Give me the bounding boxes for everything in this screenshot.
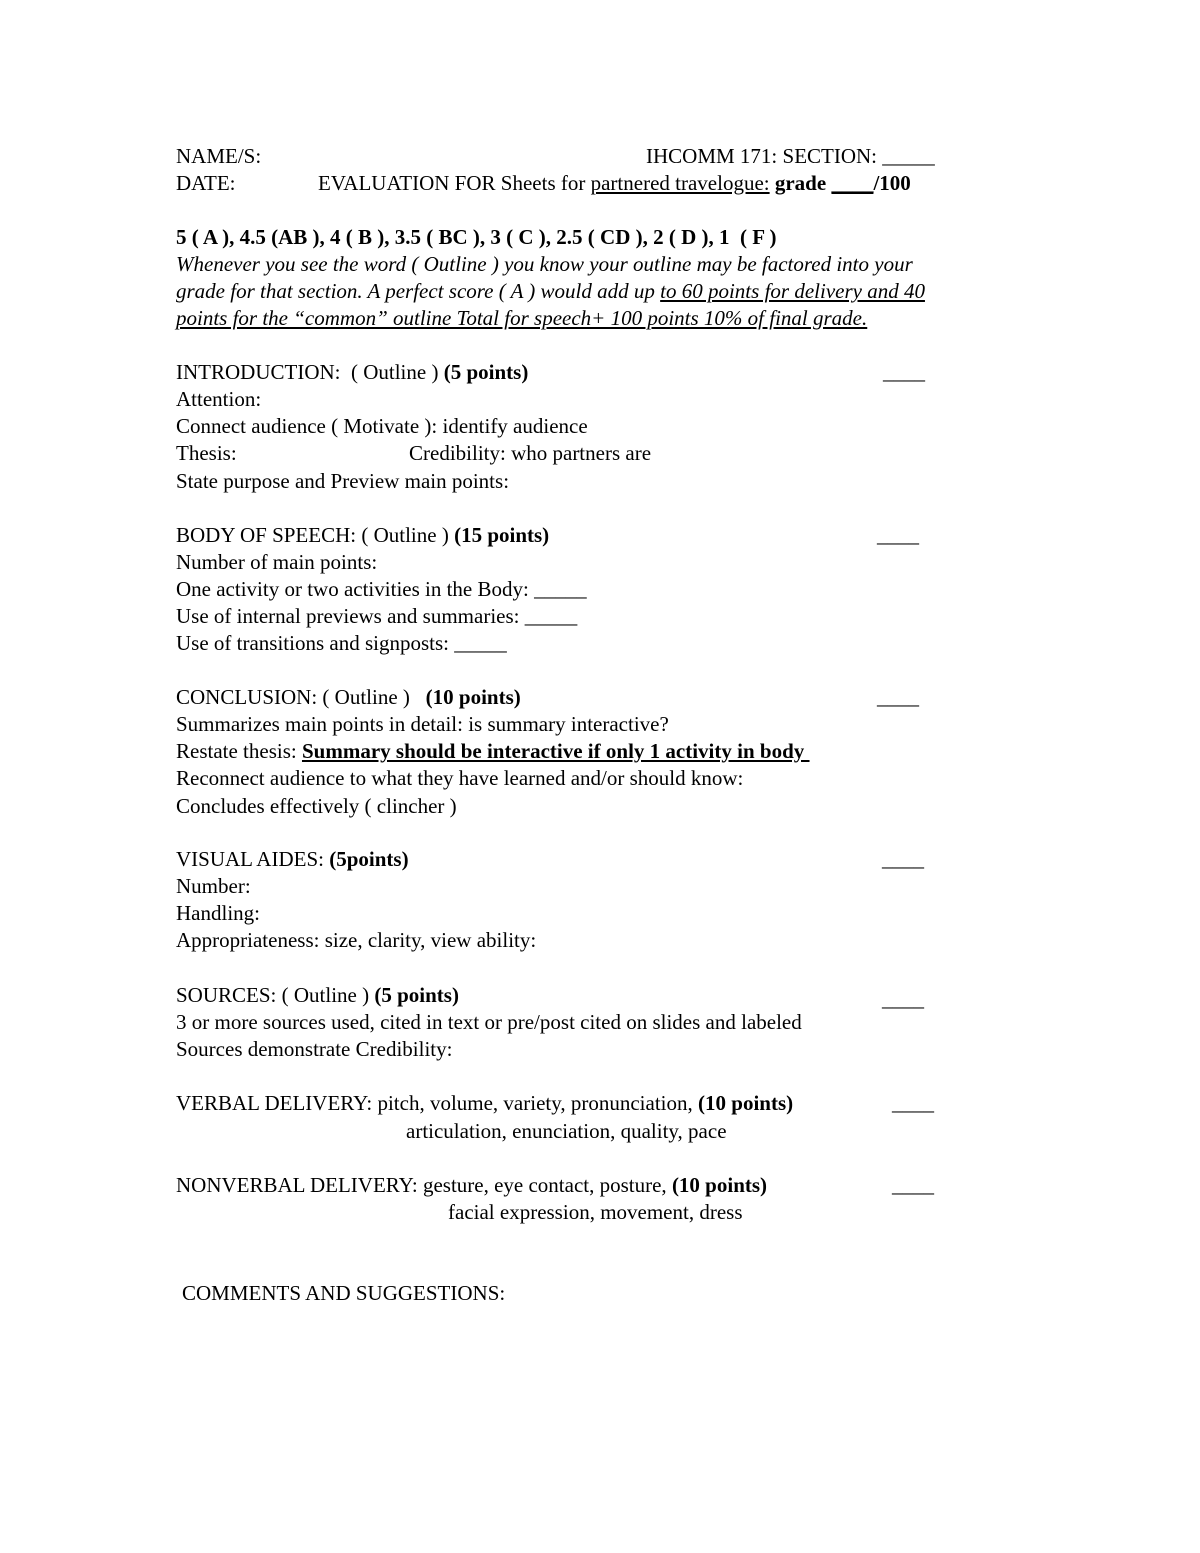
grade-blank: ____: [831, 171, 874, 195]
body-line: Use of transitions and signposts: _____: [176, 631, 507, 655]
visual-score-blank[interactable]: ____: [882, 847, 924, 871]
introduction-title: INTRODUCTION: ( Outline ): [176, 360, 444, 384]
scale-note-line-1: Whenever you see the word ( Outline ) you know your outline may be factored into your: [176, 252, 913, 276]
sources-points: (5 points): [374, 983, 459, 1007]
visual-line: Appropriateness: size, clarity, view ability:: [176, 928, 537, 952]
grade-label: grade: [774, 171, 827, 195]
intro-line: Thesis:: [176, 441, 237, 465]
body-line: Use of internal previews and summaries: _____: [176, 604, 578, 628]
body-title: BODY OF SPEECH: ( Outline ): [176, 523, 455, 547]
introduction-heading: [176, 359, 528, 385]
grade-total: /100: [873, 171, 911, 195]
intro-line: State purpose and Preview main points:: [176, 469, 510, 493]
sources-heading: [176, 982, 459, 1008]
nonverbal-score-blank[interactable]: ____: [892, 1173, 934, 1197]
visual-line: Handling:: [176, 901, 260, 925]
visual-title: VISUAL AIDES:: [176, 847, 330, 871]
scale-note-line-2: [176, 278, 925, 304]
sources-score-blank[interactable]: ____: [882, 987, 924, 1011]
conclusion-line: [176, 738, 810, 764]
grading-scale: 5 ( A ), 4.5 (AB ), 4 ( B ), 3.5 ( BC ), 3 ( C ), 2.5 ( CD ), 2 ( D ), 1 ( F ): [176, 225, 777, 249]
nonverbal-title: NONVERBAL DELIVERY: gesture, eye contact, posture,: [176, 1173, 672, 1197]
conclusion-line: Concludes effectively ( clincher ): [176, 794, 457, 818]
intro-line: Credibility: who partners are: [409, 441, 652, 465]
body-line: One activity or two activities in the Body: _____: [176, 577, 587, 601]
sources-line: 3 or more sources used, cited in text or pre/post cited on slides and labeled: [176, 1010, 802, 1034]
conclusion-title: CONCLUSION: ( Outline ): [176, 685, 426, 709]
conclusion-heading: [176, 684, 521, 710]
visual-points: (5points): [329, 847, 409, 871]
conclusion-line: Summarizes main points in detail: is summary interactive?: [176, 712, 669, 736]
comments-heading: COMMENTS AND SUGGESTIONS:: [182, 1281, 506, 1305]
introduction-points: (5 points): [443, 360, 529, 384]
sources-title: SOURCES: ( Outline ): [176, 983, 375, 1007]
scale-note-underlined: to 60 points for delivery and 40: [660, 279, 925, 303]
scale-note-line-3: points for the “common” outline Total for speech+ 100 points 10% of final grade.: [176, 306, 868, 330]
name-label: NAME/S:: [176, 144, 262, 168]
visual-line: Number:: [176, 874, 251, 898]
evaluation-prefix: EVALUATION FOR Sheets for: [318, 171, 591, 195]
visual-heading: [176, 846, 409, 872]
conclusion-points: (10 points): [425, 685, 521, 709]
restate-thesis-label: Restate thesis:: [176, 739, 302, 763]
nonverbal-points: (10 points): [671, 1173, 768, 1197]
verbal-heading: [176, 1090, 793, 1116]
date-label: DATE:: [176, 171, 236, 195]
sources-line: Sources demonstrate Credibility:: [176, 1037, 453, 1061]
evaluation-title: [318, 170, 911, 196]
conclusion-line: Reconnect audience to what they have learned and/or should know:: [176, 766, 744, 790]
intro-line: Attention:: [176, 387, 262, 411]
introduction-score-blank[interactable]: ____: [883, 360, 925, 384]
conclusion-score-blank[interactable]: ____: [877, 685, 919, 709]
verbal-score-blank[interactable]: ____: [892, 1091, 934, 1115]
conclusion-emphasis: Summary should be interactive if only 1 activity in body: [301, 739, 810, 763]
scale-note-plain: grade for that section. A perfect score ( A ) would add up: [176, 279, 661, 303]
body-points: (15 points): [454, 523, 550, 547]
verbal-points: (10 points): [698, 1091, 794, 1115]
body-line: Number of main points:: [176, 550, 378, 574]
body-score-blank[interactable]: ____: [877, 523, 919, 547]
course-section-label: IHCOMM 171: SECTION: _____: [646, 144, 935, 168]
nonverbal-line-2: facial expression, movement, dress: [448, 1200, 743, 1224]
evaluation-underlined: partnered travelogue:: [590, 171, 770, 195]
body-heading: [176, 522, 549, 548]
nonverbal-heading: [176, 1172, 767, 1198]
verbal-line-2: articulation, enunciation, quality, pace: [406, 1119, 727, 1143]
verbal-title: VERBAL DELIVERY: pitch, volume, variety, pronunciation,: [176, 1091, 699, 1115]
intro-line: Connect audience ( Motivate ): identify audience: [176, 414, 588, 438]
